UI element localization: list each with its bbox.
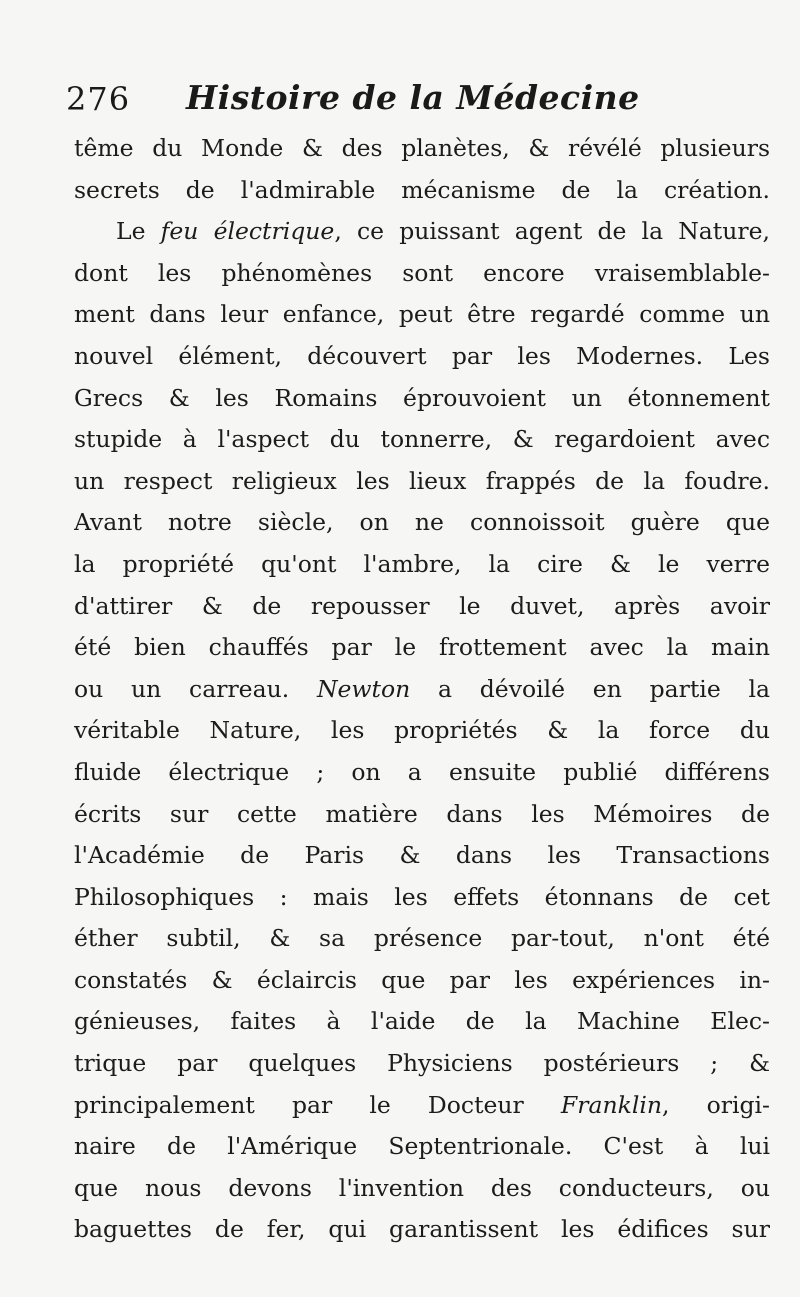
text-line xyxy=(74,461,770,503)
text-line xyxy=(74,669,770,711)
text-line xyxy=(74,918,770,960)
text-segment: , origi- xyxy=(662,1090,770,1119)
text-segment: écrits sur cette matière dans les Mémoires de xyxy=(74,799,770,828)
text-segment: dont les phénomènes sont encore vraisemblable- xyxy=(74,258,770,287)
text-segment: d'attirer & de repousser le duvet, après avoir xyxy=(74,591,770,620)
text-line xyxy=(74,1126,770,1168)
text-line xyxy=(74,835,770,877)
text-segment: principalement par le Docteur xyxy=(74,1090,561,1119)
text-line xyxy=(74,1209,770,1251)
text-line xyxy=(74,544,770,586)
text-segment: que nous devons l'invention des conducteurs, ou xyxy=(74,1173,770,1202)
text-segment: la propriété qu'ont l'ambre, la cire & le verre xyxy=(74,549,770,578)
text-line xyxy=(74,128,770,170)
text-line xyxy=(74,294,770,336)
italic-text: Franklin xyxy=(560,1090,663,1119)
text-segment: ment dans leur enfance, peut être regardé comme un xyxy=(74,300,770,329)
text-segment: secrets de l'admirable mécanisme de la création. xyxy=(74,175,770,204)
text-line xyxy=(74,794,770,836)
text-line xyxy=(74,211,770,253)
text-segment: naire de l'Amérique Septentrionale. C'est à lui xyxy=(74,1132,770,1161)
text-line xyxy=(74,877,770,919)
running-title: Histoire de la Médecine xyxy=(186,78,640,117)
text-segment: un respect religieux les lieux frappés de la foudre. xyxy=(74,466,770,495)
text-segment: génieuses, faites à l'aide de la Machine Elec- xyxy=(74,1007,770,1036)
text-segment: ou un carreau. xyxy=(74,674,317,703)
text-line xyxy=(74,752,770,794)
text-segment: tême du Monde & des planètes, & révélé plusieurs xyxy=(74,134,770,162)
italic-text: Newton xyxy=(316,674,411,703)
text-segment: trique par quelques Physiciens postérieurs ; & xyxy=(74,1049,770,1078)
text-line xyxy=(74,710,770,752)
text-line xyxy=(74,336,770,378)
text-line xyxy=(74,960,770,1002)
text-line xyxy=(74,378,770,420)
text-line xyxy=(74,586,770,628)
text-line xyxy=(74,1085,770,1127)
text-line xyxy=(74,170,770,212)
text-segment: baguettes de fer, qui garantissent les édifices sur xyxy=(74,1215,770,1244)
text-line xyxy=(74,627,770,669)
text-segment: fluide électrique ; on a ensuite publié différens xyxy=(74,757,770,786)
text-segment: constatés & éclaircis que par les expériences in- xyxy=(74,965,770,994)
text-segment: véritable Nature, les propriétés & la force du xyxy=(74,716,770,745)
page-number: 276 xyxy=(66,80,131,118)
text-segment: stupide à l'aspect du tonnerre, & regardoient avec xyxy=(74,425,770,454)
text-line xyxy=(74,419,770,461)
italic-text: feu électrique xyxy=(160,217,335,246)
text-line xyxy=(74,1168,770,1210)
text-segment: nouvel élément, découvert par les Modernes. Les xyxy=(74,341,770,370)
text-segment: Avant notre siècle, on ne connoissoit guère que xyxy=(74,508,770,537)
text-segment: été bien chauffés par le frottement avec la main xyxy=(74,633,770,662)
text-segment: Le xyxy=(116,217,161,246)
text-line xyxy=(74,253,770,295)
text-segment: l'Académie de Paris & dans les Transactions xyxy=(74,841,770,870)
body-text xyxy=(74,128,770,1251)
text-line xyxy=(74,502,770,544)
text-segment: Philosophiques : mais les effets étonnans de cet xyxy=(74,882,770,911)
text-segment: Grecs & les Romains éprouvoient un étonnement xyxy=(74,383,770,412)
text-segment: éther subtil, & sa présence par-tout, n'ont été xyxy=(74,924,770,953)
text-line xyxy=(74,1001,770,1043)
page-header xyxy=(66,78,766,122)
text-line xyxy=(74,1043,770,1085)
text-segment: , ce puissant agent de la Nature, xyxy=(334,217,770,246)
text-segment: a dévoilé en partie la xyxy=(410,674,770,703)
